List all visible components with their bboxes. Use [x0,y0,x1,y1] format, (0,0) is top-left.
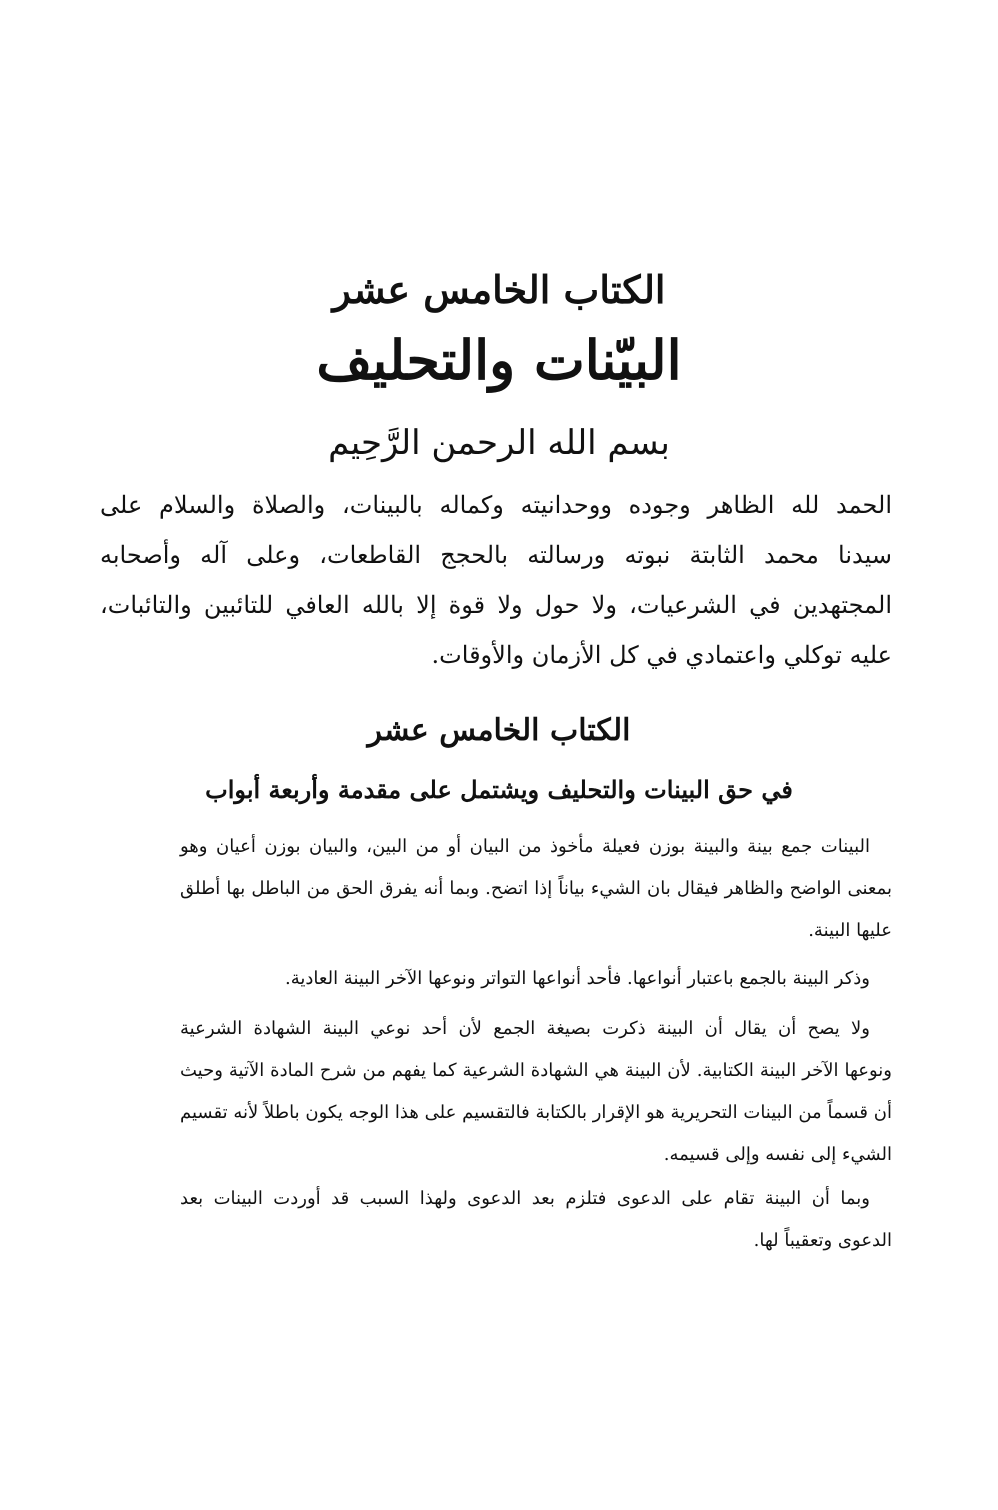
intro-line: سيدنا محمد الثابتة نبوته ورسالته بالحجج القاطعات، وعلى آله وأصحابه [100,541,892,569]
intro-line: الحمد لله الظاهر وجوده ووحدانيته وكماله بالبينات، والصلاة والسلام على [100,491,892,519]
paragraph-line: الشيء إلى نفسه وإلى قسيمه. [663,1144,892,1165]
chapter-subheading: في حق البينات والتحليف ويشتمل على مقدمة وأربعة أبواب [205,775,793,804]
intro-line: المجتهدين في الشرعيات، ولا حول ولا قوة إلا بالله العافي للتائبين والتائبات، [100,591,892,619]
chapter-heading: الكتاب الخامس عشر [367,713,631,748]
paragraph-line: البينات جمع بينة والبينة بوزن فعيلة مأخوذ من البيان أو من البين، والبيان بوزن أعيان وهو [180,836,870,857]
body-paragraph [180,826,892,952]
paragraph-line: ونوعها الآخر البينة الكتابية. لأن البينة هي الشهادة الشرعية كما يفهم من شرح المادة الآتية وحيث [180,1060,892,1081]
basmala: بسم الله الرحمن الرَّحِيم [328,423,670,463]
book-title: البيّنات والتحليف [316,328,682,392]
paragraph-line: ولا يصح أن يقال أن البينة ذكرت بصيغة الجمع لأن أحد نوعي البينة الشهادة الشرعية [180,1018,870,1039]
paragraph-line: بمعنى الواضح والظاهر فيقال بان الشيء بياناً إذا اتضح. وبما أنه يفرق الحق من الباطل بها أطلق [180,878,892,899]
paragraph-line: الدعوى وتعقيباً لها. [753,1230,892,1251]
book-kicker: الكتاب الخامس عشر [332,267,666,312]
paragraph-line: عليها البينة. [808,920,892,941]
intro-line: عليه توكلي واعتمادي في كل الأزمان والأوقات. [431,641,892,669]
intro-paragraph [100,480,892,680]
body-paragraph [180,958,892,1000]
body-paragraph [180,1178,892,1262]
body-paragraph [180,1008,892,1176]
paragraph-line: وبما أن البينة تقام على الدعوى فتلزم بعد الدعوى ولهذا السبب قد أوردت البينات بعد [180,1188,870,1209]
paragraph-line: وذكر البينة بالجمع باعتبار أنواعها. فأحد أنواعها التواتر ونوعها الآخر البينة العادية. [285,968,870,989]
paragraph-line: أن قسماً من البينات التحريرية هو الإقرار بالكتابة فالتقسيم على هذا الوجه يكون باطلاً لأنه تقسيم [180,1102,892,1123]
